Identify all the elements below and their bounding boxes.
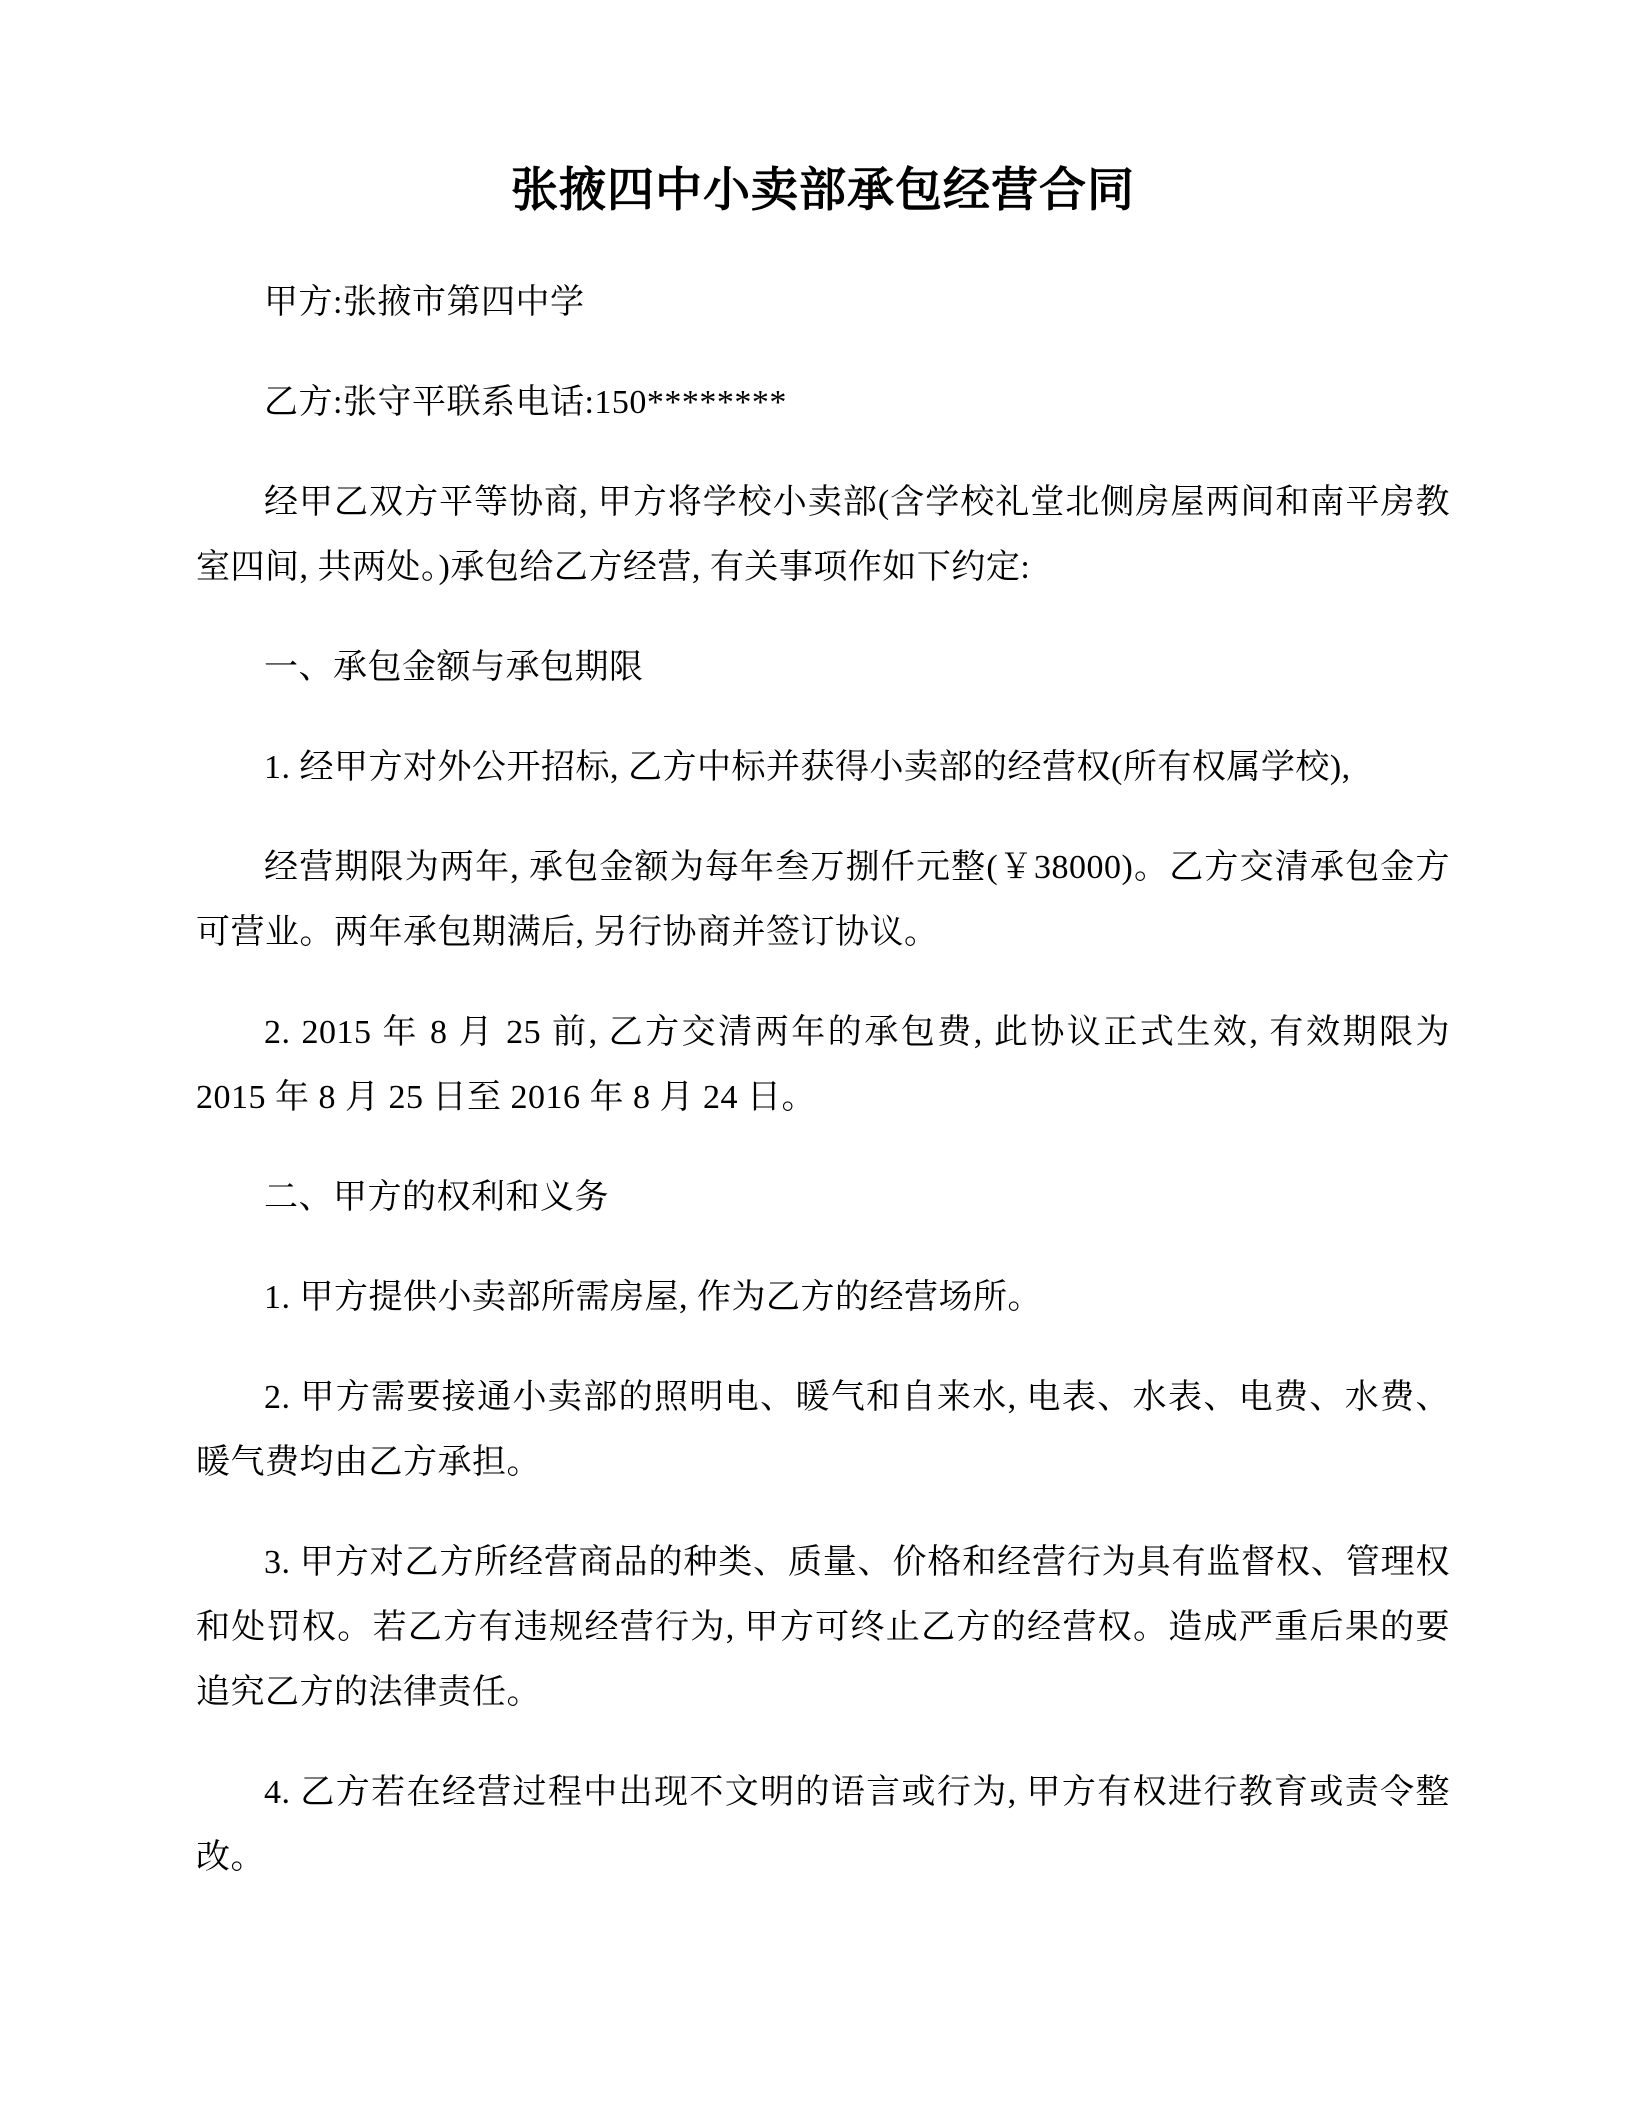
party-a-line: 甲方:张掖市第四中学 bbox=[264, 284, 585, 321]
section-2-item-2: 2. 甲方需要接通小卖部的照明电、暖气和自来水, 电表、水表、电费、水费、暖气费均由乙方承担。 bbox=[196, 1379, 1450, 1481]
section-1-item-2: 2. 2015 年 8 月 25 前, 乙方交清两年的承包费, 此协议正式生效, 有效期限为 2015 年 8 月 25 日至 2016 年 8 月 24 日。 bbox=[196, 1014, 1450, 1116]
document-title: 张掖四中小卖部承包经营合同 bbox=[511, 165, 1135, 217]
section-2-item-3: 3. 甲方对乙方所经营商品的种类、质量、价格和经营行为具有监督权、管理权和处罚权。若乙方有违规经营行为, 甲方可终止乙方的经营权。造成严重后果的要追究乙方的法律责任。 bbox=[196, 1544, 1450, 1711]
section-2-item-1: 1. 甲方提供小卖部所需房屋, 作为乙方的经营场所。 bbox=[264, 1279, 1042, 1316]
section-1-item-1-continuation: 经营期限为两年, 承包金额为每年叁万捌仟元整(￥38000)。乙方交清承包金方可营业。两年承包期满后, 另行协商并签订协议。 bbox=[196, 849, 1450, 951]
section-1-item-1: 1. 经甲方对外公开招标, 乙方中标并获得小卖部的经营权(所有权属学校), bbox=[264, 749, 1351, 786]
section-1-heading: 一、承包金额与承包期限 bbox=[264, 649, 644, 686]
party-b-line: 乙方:张守平联系电话:150******** bbox=[264, 384, 787, 421]
preamble-paragraph: 经甲乙双方平等协商, 甲方将学校小卖部(含学校礼堂北侧房屋两间和南平房教室四间, 共两处。)承包给乙方经营, 有关事项作如下约定: bbox=[196, 484, 1450, 586]
section-2-item-4: 4. 乙方若在经营过程中出现不文明的语言或行为, 甲方有权进行教育或责令整改。 bbox=[196, 1774, 1450, 1876]
section-2-heading: 二、甲方的权利和义务 bbox=[264, 1179, 609, 1216]
